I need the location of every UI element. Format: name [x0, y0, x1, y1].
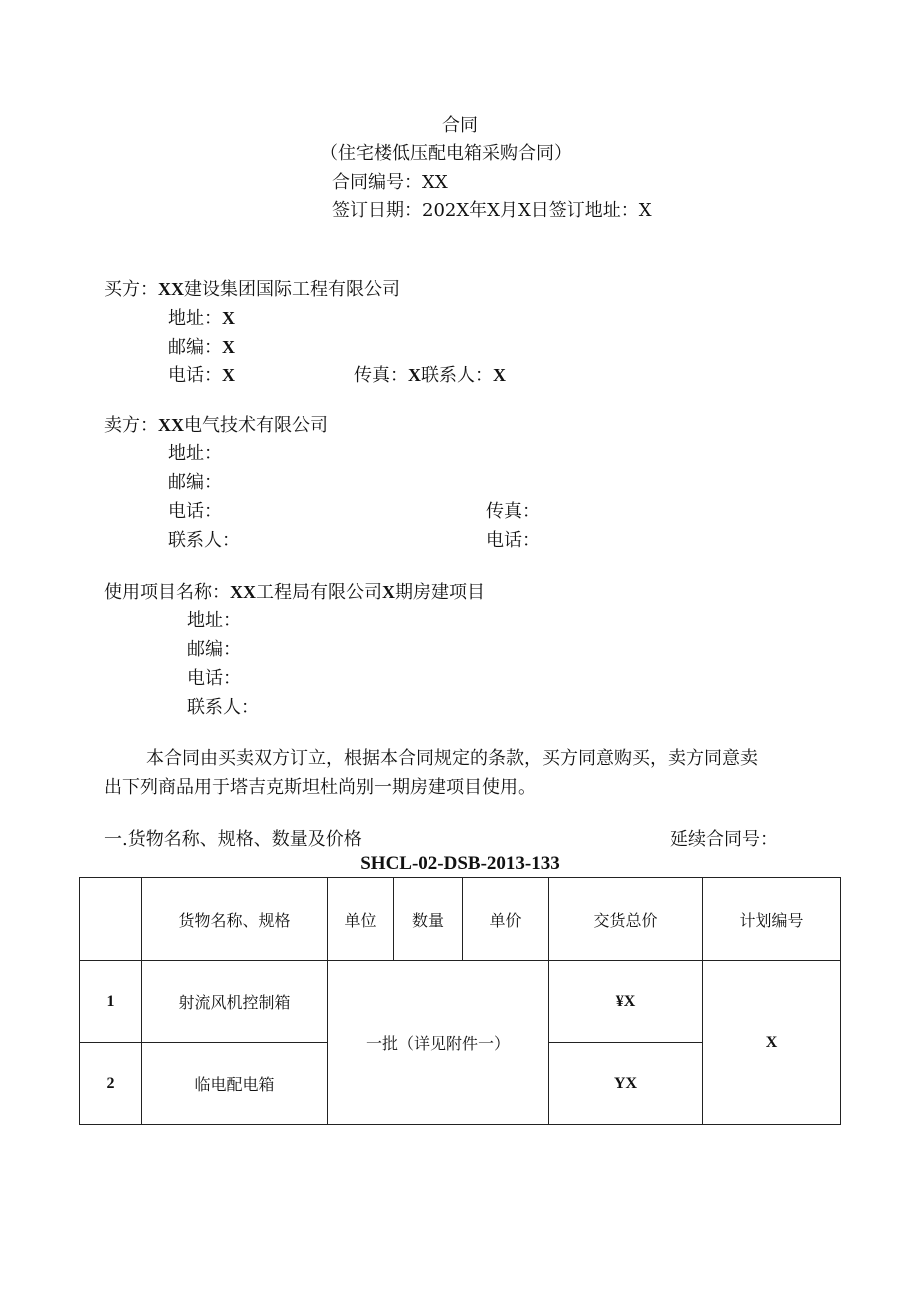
merged-unit-qty-price: 一批（详见附件一）: [328, 961, 549, 1125]
seller-name-prefix: XX: [158, 415, 184, 435]
header-cell-unit-price: 单价: [463, 878, 549, 961]
project-contact-label: 联系人：: [187, 697, 259, 718]
sign-date-address-line: 签订日期：202X年X月X日签订地址：X: [332, 200, 652, 221]
buyer-fax-value: X: [408, 365, 421, 385]
buyer-postcode-value: X: [222, 337, 235, 357]
buyer-fax-contact: [354, 363, 506, 388]
seller-postcode-label: 邮编：: [168, 472, 222, 493]
buyer-postcode-label: 邮编：: [168, 337, 222, 358]
project-name-rest: 期房建项目: [395, 582, 485, 603]
project-phone-label: 电话：: [187, 668, 241, 689]
buyer-name-prefix: XX: [158, 279, 184, 299]
buyer-contact-value: X: [493, 365, 506, 385]
header-cell-index: [80, 878, 142, 961]
intro-line-2: 出下列商品用于塔吉克斯坦杜尚别一期房建项目使用。: [104, 777, 536, 798]
section-1-heading: 一.货物名称、规格、数量及价格: [104, 829, 362, 850]
row-total-price: YX: [549, 1043, 703, 1125]
row-number: 2: [80, 1043, 142, 1125]
row-number: 1: [80, 961, 142, 1043]
project-name-prefix: XX: [230, 582, 256, 602]
header-cell-total-price: 交货总价: [549, 878, 703, 961]
project-line: [104, 580, 485, 605]
plan-number: X: [703, 961, 841, 1125]
seller-name: 电气技术有限公司: [184, 415, 328, 436]
header-cell-quantity: 数量: [394, 878, 463, 961]
buyer-fax-label: 传真：: [354, 365, 408, 386]
project-phase: X: [382, 582, 395, 602]
contract-subtitle: （住宅楼低压配电箱采购合同）: [320, 143, 572, 164]
buyer-phone-value: X: [222, 365, 235, 385]
buyer-address-value: X: [222, 308, 235, 328]
project-label: 使用项目名称：: [104, 582, 230, 603]
intro-line-1: 本合同由买卖双方订立，根据本合同规定的条款，买方同意购买，卖方同意卖: [146, 748, 758, 769]
seller-contact-label: 联系人：: [168, 530, 240, 551]
buyer-contact-label: 联系人：: [421, 365, 493, 386]
project-name-mid: 工程局有限公司: [256, 582, 382, 603]
contract-number-label: 合同编号：: [332, 172, 422, 193]
contract-number-line: [332, 171, 448, 195]
buyer-address: [168, 306, 235, 331]
header-cell-name: 货物名称、规格: [142, 878, 328, 961]
row-total-price: ¥X: [549, 961, 703, 1043]
buyer-postcode: [168, 335, 235, 360]
project-address-label: 地址：: [187, 610, 241, 631]
seller-address-label: 地址：: [168, 443, 222, 464]
row-goods-name: 射流风机控制箱: [142, 961, 328, 1043]
header-cell-unit: 单位: [328, 878, 394, 961]
buyer-name: 建设集团国际工程有限公司: [184, 279, 400, 300]
buyer-phone-label: 电话：: [168, 365, 222, 386]
seller-phone2-label: 电话：: [486, 530, 540, 551]
buyer-phone: [168, 363, 235, 388]
continuation-contract-label: 延续合同号：: [670, 829, 778, 850]
contract-number: XX: [422, 172, 448, 193]
goods-table: [79, 877, 841, 1125]
header-cell-plan-no: 计划编号: [703, 878, 841, 961]
table-row: [80, 961, 841, 1043]
table-header-row: [80, 878, 841, 961]
project-postcode-label: 邮编：: [187, 639, 241, 660]
seller-fax-label: 传真：: [486, 501, 540, 522]
seller-phone-label: 电话：: [168, 501, 222, 522]
continuation-contract-number: SHCL-02-DSB-2013-133: [360, 853, 560, 874]
row-goods-name: 临电配电箱: [142, 1043, 328, 1125]
buyer-label: 买方：: [104, 279, 158, 300]
contract-title: 合同: [442, 115, 478, 136]
seller-line: [104, 413, 328, 438]
seller-label: 卖方：: [104, 415, 158, 436]
buyer-line: [104, 277, 400, 302]
buyer-address-label: 地址：: [168, 308, 222, 329]
